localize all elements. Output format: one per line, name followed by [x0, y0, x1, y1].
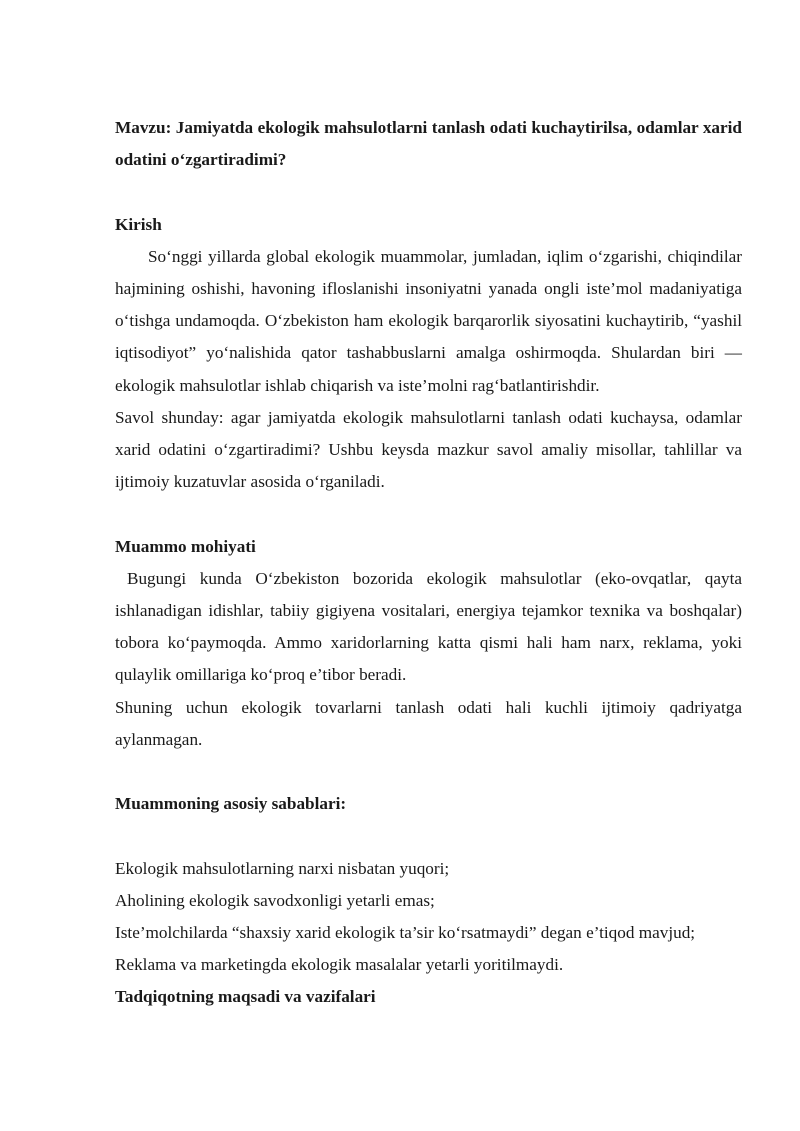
- spacer: [115, 176, 742, 208]
- document-page: [115, 112, 742, 1014]
- list-item: Aholining ekologik savodxonligi yetarli emas;: [115, 890, 435, 910]
- spacer: [115, 820, 742, 852]
- intro-paragraph: Savol shunday: agar jamiyatda ekologik mahsulotlarni tanlash odati kuchaysa, odamlar xarid odatini o‘zgartiradimi? Ushbu keysda mazkur savol amaliy misollar, tahlillar va ijtimoiy kuzatuvlar asosida o‘rganiladi.: [115, 407, 742, 492]
- spacer: [115, 498, 742, 530]
- document-title: Mavzu: Jamiyatda ekologik mahsulotlarni tanlash odati kuchaytirilsa, odamlar xarid odatini o‘zgartiradimi?: [115, 118, 742, 170]
- section-heading-intro: Kirish: [115, 214, 162, 234]
- section-heading-causes: Muammoning asosiy sabablari:: [115, 794, 347, 814]
- intro-paragraph: So‘nggi yillarda global ekologik muammolar, jumladan, iqlim o‘zgarishi, chiqindilar hajmining oshishi, havoning ifloslanishi insoniyatni yanada ongli iste’mol madaniyatiga o‘tishga undamoqda. O‘zbekiston ham ekologik barqarorlik siyosatini kuchaytirib, “yashil iqtisodiyot” yo‘nalishida qator tashabbuslarni amalga oshirmoqda. Shulardan biri — ekologik mahsulotlar ishlab chiqarish va iste’molni rag‘batlantirishdir.: [115, 246, 742, 395]
- problem-paragraph: Bugungi kunda O‘zbekiston bozorida ekologik mahsulotlar (eko-ovqatlar, qayta ishlanadigan idishlar, tabiiy gigiyena vositalari, energiya tejamkor texnika va boshqalar) tobora ko‘paymoqda. Ammo xaridorlarning katta qismi hali ham narx, reklama, yoki qulaylik omillariga ko‘proq e’tibor beradi.: [115, 568, 742, 685]
- problem-paragraph: Shuning uchun ekologik tovarlarni tanlash odati hali kuchli ijtimoiy qadriyatga aylanmagan.: [115, 697, 742, 749]
- section-heading-problem: Muammo mohiyati: [115, 536, 256, 556]
- section-heading-goals: Tadqiqotning maqsadi va vazifalari: [115, 987, 376, 1007]
- list-item: Iste’molchilarda “shaxsiy xarid ekologik ta’sir ko‘rsatmaydi” degan e’tiqod mavjud;: [115, 923, 696, 943]
- list-item: Ekologik mahsulotlarning narxi nisbatan yuqori;: [115, 858, 450, 878]
- list-item: Reklama va marketingda ekologik masalalar yetarli yoritilmaydi.: [115, 955, 564, 975]
- causes-list: [115, 853, 742, 982]
- spacer: [115, 756, 742, 788]
